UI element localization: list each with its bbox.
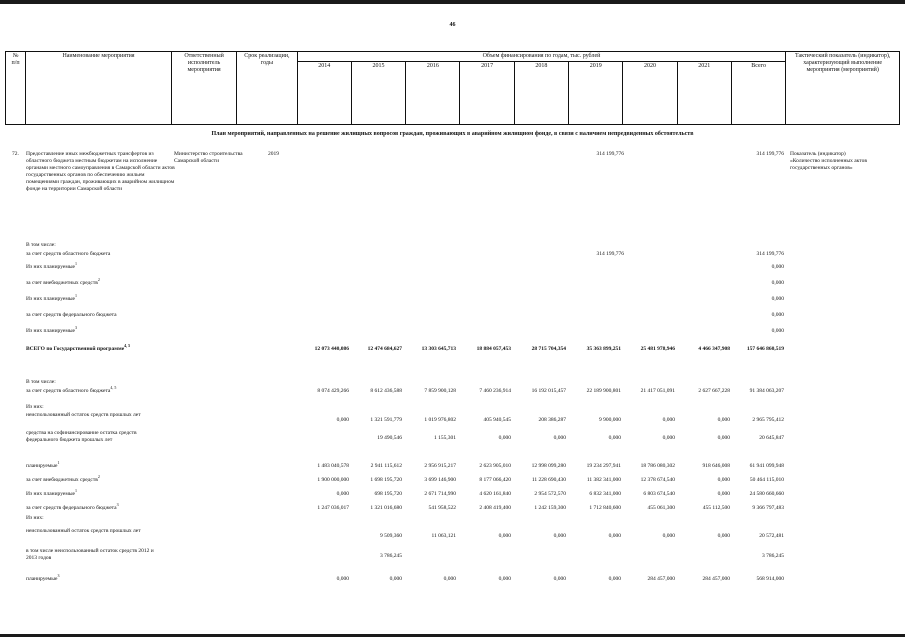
header-funding: Объем финансирования по годам, тыс. рублей [297,52,786,62]
item-value-2019: 314 199,776 [596,151,624,157]
sub-row-value-total: 314 199,776 [756,251,784,257]
breakdown-value: 208 386,287 [538,417,566,423]
total-value: 4 466 347,908 [698,346,730,352]
breakdown-value: 9 900,000 [599,417,621,423]
sub-row-value-total: 0,000 [771,312,784,318]
breakdown-row-label-text: Из них: [26,404,44,410]
breakdown-value: 16 192 015,457 [531,388,566,394]
breakdown-value: 7 460 236,914 [479,388,511,394]
sub-row-label [26,277,266,287]
sub-row-label-sup: 2 [97,277,100,283]
breakdown-row-label [26,528,156,535]
breakdown-row-label-text: неиспользованный остаток средств прошлых лет [26,412,141,418]
breakdown-value: 6 803 674,540 [643,491,675,497]
breakdown-value: 0,000 [608,533,621,539]
breakdown-row-label [26,430,156,444]
breakdown-row-label-text: Из них: [26,515,44,521]
breakdown-row-label-text: неиспользованный остаток средств прошлых лет [26,528,141,534]
breakdown-row-label [26,460,156,470]
total-value: 28 715 704,354 [531,346,566,352]
sub-row-label [26,293,266,303]
breakdown-row-label-sup: 2 [97,474,100,480]
header-name: Наименование мероприятия [26,52,172,125]
breakdown-value: 8 177 066,420 [479,477,511,483]
breakdown-value: 4 620 161,840 [479,491,511,497]
breakdown-value: 1 698 195,720 [370,477,402,483]
breakdown-row-label-text: средства на софинансирование остатка средств федерального бюджета прошлых лет [26,430,137,443]
breakdown-value: 2 623 905,010 [479,463,511,469]
breakdown-value: 1 321 016,680 [370,505,402,511]
breakdown-value: 11 228 690,430 [531,477,566,483]
header-year: 2021 [677,62,731,125]
breakdown-value: 19 490,546 [377,435,402,441]
total-label [26,343,166,353]
breakdown-value: 0,000 [662,417,675,423]
breakdown-value: 0,000 [498,435,511,441]
breakdown-row-label [26,404,156,411]
breakdown-row-label [26,385,156,395]
breakdown-row-label-text: в том числе неиспользованный остаток средств 2012 и 2013 годов [26,548,154,561]
breakdown-value: 541 958,522 [428,505,456,511]
header-year-total: Всего [731,62,785,125]
breakdown-value: 1 483 040,578 [317,463,349,469]
sub-row-label-sup: 1 [74,293,77,299]
breakdown-row-label-sup: 3 [116,502,119,508]
breakdown-value: 9 509,360 [380,533,402,539]
total-label-text: ВСЕГО по Государственной программе [26,346,125,352]
section-title: План мероприятий, направленных на решение жилищных вопросов граждан, проживающих в аварийном жилищном фонде, в связи с наличием непредвиденных обстоятельств [211,131,694,137]
breakdown-value: 3 786,245 [762,553,784,559]
breakdown-value: 0,000 [717,533,730,539]
breakdown-value: 1 900 000,000 [317,477,349,483]
breakdown-value: 8 612 436,588 [370,388,402,394]
breakdown-value: 0,000 [553,576,566,582]
breakdown-value: 3 699 146,900 [424,477,456,483]
breakdown-value: 6 832 341,000 [589,491,621,497]
sub-row-label-text: за счет средств федерального бюджета [26,312,117,318]
breakdown-value: 0,000 [608,435,621,441]
breakdown-value: 0,000 [336,491,349,497]
sub-row-label-text: за счет внебюджетных средств [26,280,98,286]
total-value: 35 363 899,251 [586,346,621,352]
breakdown-value: 7 859 900,128 [424,388,456,394]
total-label-sup: 4, 5 [124,343,131,349]
item-term: 2019 [268,151,279,157]
item-name: Предоставление иных межбюджетных трансфертов из областного бюджета местным бюджетам на исполнение органами местного самоуправления в Самарской области актов государственных органов по обеспечению жильем помещениями граждан, проживающих в аварийном жилищном фонде на территории Самарской области [26,151,175,192]
bottom-border [0,634,905,637]
breakdown-value: 20 645,847 [759,435,784,441]
sub-row-label-text: Из них планируемые [26,264,75,270]
breakdown-value: 18 786 080,302 [640,463,675,469]
table-header [5,51,900,125]
breakdown-value: 0,000 [443,576,456,582]
sub-row-label-sup: 1 [74,261,77,267]
breakdown-value: 455 061,300 [647,505,675,511]
breakdown-value: 0,000 [662,435,675,441]
header-responsible: Ответственный исполнитель мероприятия [171,52,236,125]
sub-row-label-text: за счет средств областного бюджета [26,251,111,257]
breakdown-row-label-text: планируемые [26,576,58,582]
breakdown-value: 8 074 429,266 [317,388,349,394]
breakdown-value: 0,000 [717,435,730,441]
breakdown-value: 1 242 159,300 [534,505,566,511]
breakdown-value: 1 247 036,017 [317,505,349,511]
breakdown-value: 11 382 341,000 [586,477,621,483]
total-value: 12 474 684,627 [367,346,402,352]
breakdown-row-label-text: за счет внебюджетных средств [26,477,98,483]
breakdown-value: 0,000 [717,417,730,423]
breakdown-value: 0,000 [662,533,675,539]
breakdown-row-label [26,502,156,512]
breakdown-value: 284 457,000 [702,576,730,582]
breakdown-value: 2 954 572,570 [534,491,566,497]
sub-row-value-total: 0,000 [771,264,784,270]
header-term: Срок реализации, годы [237,52,297,125]
sub-row-label [26,261,266,271]
breakdown-value: 0,000 [608,576,621,582]
breakdown-value: 2 965 795,412 [752,417,784,423]
breakdown-value: 1 155,301 [434,435,456,441]
breakdown-value: 0,000 [336,417,349,423]
breakdown-value: 0,000 [498,533,511,539]
sub-row-label [26,325,266,335]
breakdown-value: 1 019 976,802 [424,417,456,423]
header-num: № п/п [6,52,26,125]
breakdown-row-label [26,474,156,484]
item-value-total: 314 199,776 [756,151,784,157]
breakdown-value: 0,000 [717,477,730,483]
header-year: 2015 [351,62,405,125]
sub-row-label [26,251,266,258]
breakdown-value: 2 671 714,990 [424,491,456,497]
breakdown-value: 11 063,121 [431,533,456,539]
item-responsible: Министерство строительства Самарской области [174,151,243,164]
breakdown-value: 19 234 297,941 [586,463,621,469]
header-year: 2014 [297,62,351,125]
breakdown-row-label-text: за счет средств федерального бюджета [26,505,117,511]
header-year: 2017 [460,62,514,125]
sub-row-label-text: Из них планируемые [26,328,75,334]
total-value: 18 884 057,453 [476,346,511,352]
header-indicator: Тактический показатель (индикатор), характеризующий выполнение мероприятия (мероприятий) [786,52,900,125]
breakdown-value: 3 786,245 [380,553,402,559]
breakdown-intro: В том числе: [26,379,56,385]
breakdown-value: 91 384 063,207 [749,388,784,394]
breakdown-value: 568 914,000 [756,576,784,582]
breakdown-row-label [26,412,156,419]
breakdown-value: 918 646,008 [702,463,730,469]
item-indicator: Показатель (индикатор) «Количество исполненных актов государственных органов» [790,151,867,171]
breakdown-value: 455 112,500 [702,505,730,511]
page-number: 46 [449,22,456,28]
breakdown-value: 61 941 099,948 [749,463,784,469]
breakdown-row-label [26,515,156,522]
breakdown-value: 0,000 [336,576,349,582]
total-value: 157 646 860,519 [746,346,784,352]
breakdown-value: 20 572,481 [759,533,784,539]
breakdown-row-label [26,548,156,562]
top-border [0,0,905,4]
breakdown-value: 50 464 115,010 [749,477,784,483]
breakdown-row-label [26,488,156,498]
sub-row-label-text: Из них планируемые [26,296,75,302]
breakdown-row-label [26,573,156,583]
breakdown-value: 22 189 900,801 [586,388,621,394]
breakdown-value: 2 956 915,217 [424,463,456,469]
breakdown-value: 1 321 591,779 [370,417,402,423]
sub-row-value-2019: 314 199,776 [596,251,624,257]
header-year: 2018 [514,62,568,125]
breakdown-value: 2 408 419,400 [479,505,511,511]
sub-row-label-sup: 3 [74,325,77,331]
breakdown-value: 2 627 667,228 [698,388,730,394]
breakdown-row-label-text: Из них планируемые [26,491,75,497]
sub-row-label [26,312,266,319]
sub-row-value-total: 0,000 [771,328,784,334]
total-value: 13 303 645,713 [421,346,456,352]
total-value: 12 073 440,086 [314,346,349,352]
breakdown-value: 0,000 [553,435,566,441]
sub-row-value-total: 0,000 [771,296,784,302]
breakdown-value: 21 417 051,091 [640,388,675,394]
breakdown-value: 0,000 [498,576,511,582]
breakdown-value: 284 457,000 [647,576,675,582]
breakdown-value: 1 712 840,600 [589,505,621,511]
breakdown-value: 24 580 660,660 [749,491,784,497]
breakdown-value: 12 998 099,280 [531,463,566,469]
item-number: 72. [12,151,19,157]
sub-intro: В том числе: [26,242,56,248]
breakdown-row-label-sup: 1 [57,460,60,466]
breakdown-row-label-text: планируемые [26,463,58,469]
breakdown-value: 12 378 674,540 [640,477,675,483]
breakdown-row-label-sup: 3 [57,573,60,579]
breakdown-value: 405 940,545 [483,417,511,423]
breakdown-value: 698 195,720 [374,491,402,497]
header-year: 2019 [569,62,623,125]
breakdown-row-label-sup: 1 [74,488,77,494]
breakdown-row-label-text: за счет средств областного бюджета [26,388,111,394]
breakdown-value: 9 366 797,483 [752,505,784,511]
breakdown-row-label-sup: 4, 5 [110,385,117,391]
breakdown-value: 0,000 [553,533,566,539]
total-value: 25 481 978,946 [640,346,675,352]
breakdown-value: 2 941 115,612 [370,463,402,469]
breakdown-value: 0,000 [717,491,730,497]
sub-row-value-total: 0,000 [771,280,784,286]
header-year: 2020 [623,62,677,125]
breakdown-value: 0,000 [389,576,402,582]
header-year: 2016 [406,62,460,125]
